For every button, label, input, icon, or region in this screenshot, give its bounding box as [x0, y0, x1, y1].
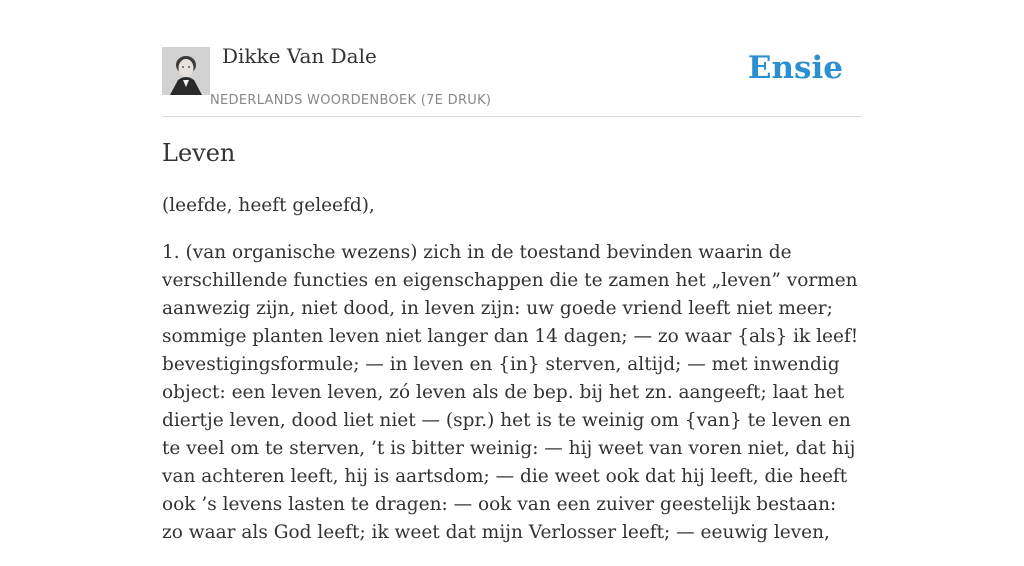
dictionary-source[interactable]: NEDERLANDS WOORDENBOEK (7E DRUK): [210, 93, 492, 108]
entry-title: Leven: [162, 139, 236, 167]
entry-definition: 1. (van organische wezens) zich in de toestand bevinden waarin de verschillende functies en eigenschappen die te zamen het „leven” vormen aanwezig zijn, niet dood, in leven zijn: uw goede vriend leeft niet meer; sommige planten leven niet langer dan 14 dagen; — zo waar {als} ik leef! bevestigingsformule; — in leven en {in} sterven, altijd; — met inwendig object: een leven leven, zó leven als de bep. bij het zn. aangeeft; laat het diertje leven, dood liet niet — (spr.) het is te weinig om {van} te leven en te veel om te sterven, ’t is bitter weinig: — hij weet van voren niet, dat hij van achteren leeft, hij is aartsdom; — die weet ook dat hij leeft, die heeft ook ’s levens lasten te dragen: — ook van een zuiver geestelijk bestaan: zo waar als God leeft; ik weet dat mijn Verlosser leeft; — eeuwig leven,: [162, 242, 859, 543]
entry-forms: (leefde, heeft geleefd),: [162, 195, 375, 216]
entry-body: [162, 192, 862, 566]
author-avatar[interactable]: [162, 47, 210, 95]
author-name[interactable]: Dikke Van Dale: [222, 44, 377, 68]
portrait-image: [162, 47, 210, 95]
entry-header: [162, 40, 862, 117]
ensie-logo[interactable]: Ensie: [747, 50, 843, 86]
